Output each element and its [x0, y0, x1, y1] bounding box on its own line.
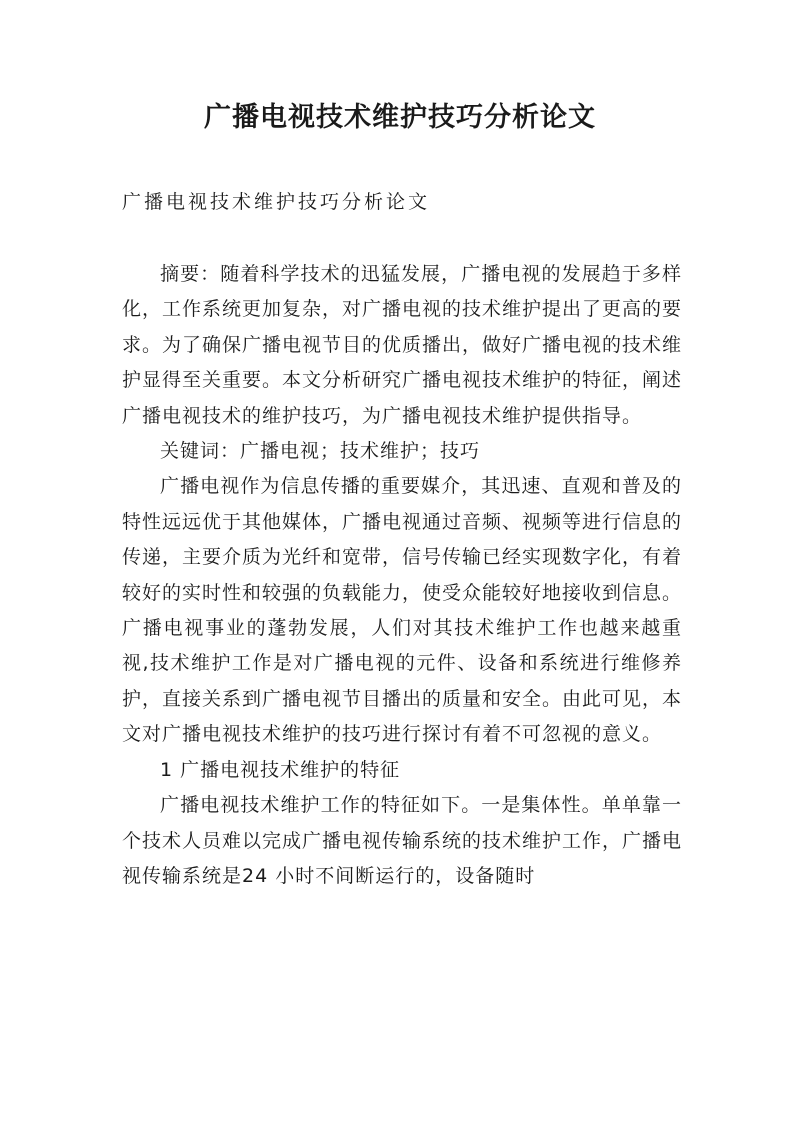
section-heading: 1 广播电视技术维护的特征: [160, 758, 401, 781]
document-subtitle: 广播电视技术维护技巧分析论文: [122, 191, 431, 213]
section-paragraph: 广播电视技术维护工作的特征如下。一是集体性。单单靠一个技术人员难以完成广播电视传输系统的技术维护工作，广播电视传输系统是24 小时不间断运行的，设备随时: [122, 794, 683, 887]
abstract-paragraph: 摘要：随着科学技术的迅猛发展，广播电视的发展趋于多样化，工作系统更加复杂，对广播电视的技术维护提出了更高的要求。为了确保广播电视节目的优质播出，做好广播电视的技术维护显得至关重要。本文分析研究广播电视技术维护的特征，阐述广播电视技术的维护技巧，为广播电视技术维护提供指导。: [122, 263, 683, 427]
keywords-paragraph: 关键词：广播电视；技术维护；技巧: [160, 440, 481, 463]
document-title: 广播电视技术维护技巧分析论文: [204, 102, 596, 133]
intro-paragraph: 广播电视作为信息传播的重要媒介，其迅速、直观和普及的特性远远优于其他媒体，广播电视通过音频、视频等进行信息的传递，主要介质为光纤和宽带，信号传输已经实现数字化，有着较好的实时性和较强的负载能力，使受众能较好地接收到信息。广播电视事业的蓬勃发展，人们对其技术维护工作也越来越重视,技术维护工作是对广播电视的元件、设备和系统进行维修养护，直接关系到广播电视节目播出的质量和安全。由此可见，本文对广播电视技术维护的技巧进行探讨有着不可忽视的意义。: [122, 475, 683, 746]
document-body: [122, 257, 682, 894]
